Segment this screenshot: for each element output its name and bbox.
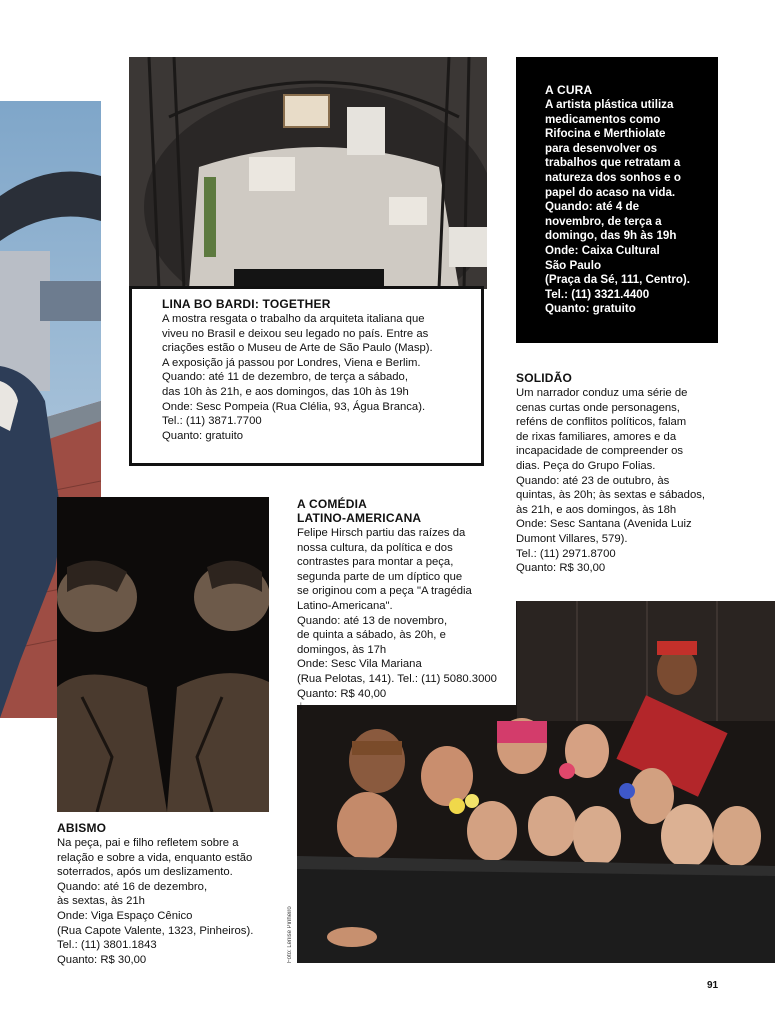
text-line: Um narrador conduz uma série de bbox=[516, 387, 688, 399]
text-line: Tel.: (11) 3321.4400 bbox=[545, 287, 650, 301]
text-line: (Rua Capote Valente, 1323, Pinheiros). bbox=[57, 924, 254, 937]
cura-body bbox=[545, 98, 718, 317]
solidao-title: SOLIDÃO bbox=[516, 371, 573, 385]
text-line: Quando: até 23 de outubro, às bbox=[516, 474, 670, 487]
text-line: Latino-Americana". bbox=[297, 599, 393, 612]
text-line: Rifocina e Merthiolate bbox=[545, 127, 666, 141]
text-line: Onde: Sesc Vila Mariana bbox=[297, 658, 422, 671]
text-line: novembro, de terça a bbox=[545, 214, 662, 228]
text-line: para desenvolver os bbox=[545, 141, 658, 155]
text-line: às 21h, e aos domingos, às 18h bbox=[516, 503, 677, 516]
text-line: às sextas, às 21h bbox=[57, 895, 145, 908]
text-line: se originou com a peça "A tragédia bbox=[297, 585, 472, 598]
comedia-title bbox=[297, 497, 515, 525]
photo-lina-exhibition bbox=[129, 57, 487, 289]
lina-bo-bardi-box bbox=[129, 286, 484, 466]
text-line: soterrados, após um deslizamento. bbox=[57, 866, 233, 879]
text-line: segunda parte de um díptico que bbox=[297, 570, 463, 583]
text-line: Quanto: gratuito bbox=[162, 429, 244, 442]
text-line: A exposição já passou por Londres, Viena e Berlim. bbox=[162, 356, 421, 369]
text-line: Quando: até 11 de dezembro, de terça a sábado, bbox=[162, 371, 408, 384]
text-line: de rixas familiares, amores e da bbox=[516, 430, 677, 443]
lina-title: LINA BO BARDI: TOGETHER bbox=[162, 297, 331, 311]
text-line: A artista plástica utiliza bbox=[545, 98, 674, 111]
abismo-title: ABISMO bbox=[57, 821, 107, 835]
text-line: contrastes para montar a peça, bbox=[297, 556, 454, 569]
lina-body bbox=[162, 312, 481, 443]
text-line: Onde: Viga Espaço Cênico bbox=[57, 909, 193, 922]
photo-credit: Foto: Lenise Pinheiro bbox=[287, 906, 293, 963]
text-line: domingo, das 9h às 19h bbox=[545, 229, 677, 243]
text-line: reféns de conflitos políticos, falam bbox=[516, 416, 687, 429]
text-line: São Paulo bbox=[545, 258, 602, 272]
photo-abismo bbox=[57, 497, 269, 812]
page-number: 91 bbox=[707, 980, 719, 991]
text-line: natureza dos sonhos e o bbox=[545, 170, 681, 184]
comedia-section bbox=[297, 497, 515, 701]
text-line: A mostra resgata o trabalho da arquiteta italiana que bbox=[162, 313, 425, 325]
text-line: Onde: Sesc Pompeia (Rua Clélia, 93, Água Branca). bbox=[162, 400, 426, 413]
text-line: Quando: até 4 de bbox=[545, 200, 640, 214]
text-line: (Rua Pelotas, 141). Tel.: (11) 5080.3000 bbox=[297, 672, 497, 685]
text-line: domingos, às 17h bbox=[297, 643, 387, 656]
title-line: A COMÉDIA bbox=[297, 497, 368, 511]
abismo-section bbox=[57, 821, 297, 967]
text-line: Tel.: (11) 3871.7700 bbox=[162, 415, 262, 428]
text-line: Felipe Hirsch partiu das raízes da bbox=[297, 527, 466, 539]
text-line: Quanto: R$ 40,00 bbox=[297, 687, 387, 700]
text-line: Quando: até 16 de dezembro, bbox=[57, 880, 208, 893]
text-line: viveu no Brasil e deixou seu legado no país. Entre as bbox=[162, 327, 429, 340]
text-line: quintas, às 20h; às sextas e sábados, bbox=[516, 489, 706, 502]
text-line: de quinta a sábado, às 20h, e bbox=[297, 629, 446, 642]
abismo-body bbox=[57, 836, 297, 967]
text-line: Tel.: (11) 2971.8700 bbox=[516, 547, 616, 560]
text-line: trabalhos que retratam a bbox=[545, 156, 681, 170]
text-line: Tel.: (11) 3801.1843 bbox=[57, 939, 157, 952]
text-line: incapacidade de compreender os bbox=[516, 445, 684, 458]
arrow-down-icon: ↓ bbox=[298, 698, 304, 712]
solidao-section bbox=[516, 371, 746, 576]
text-line: criações estão o Museu de Arte de São Paulo (Masp). bbox=[162, 342, 433, 355]
text-line: dias. Peça do Grupo Folias. bbox=[516, 459, 656, 472]
text-line: nossa cultura, da política e dos bbox=[297, 541, 453, 554]
title-line: LATINO-AMERICANA bbox=[297, 511, 422, 525]
comedia-body bbox=[297, 526, 515, 701]
solidao-body bbox=[516, 386, 746, 576]
text-line: Quanto: R$ 30,00 bbox=[57, 953, 147, 966]
text-line: Quanto: R$ 30,00 bbox=[516, 562, 606, 575]
a-cura-box bbox=[516, 57, 718, 343]
text-line: papel do acaso na vida. bbox=[545, 185, 676, 199]
text-line: Onde: Sesc Santana (Avenida Luiz bbox=[516, 518, 692, 531]
text-line: Na peça, pai e filho refletem sobre a bbox=[57, 837, 239, 849]
text-line: Quanto: gratuito bbox=[545, 302, 636, 316]
text-line: (Praça da Sé, 111, Centro). bbox=[545, 273, 690, 287]
text-line: Dumont Villares, 579). bbox=[516, 532, 628, 545]
text-line: medicamentos como bbox=[545, 112, 661, 126]
cura-title: A CURA bbox=[545, 83, 593, 97]
text-line: Onde: Caixa Cultural bbox=[545, 243, 660, 257]
text-line: Quando: até 13 de novembro, bbox=[297, 614, 448, 627]
text-line: cenas curtas onde personagens, bbox=[516, 401, 680, 414]
text-line: relação e sobre a vida, enquanto estão bbox=[57, 851, 253, 864]
text-line: das 10h às 21h, e aos domingos, das 10h às 19h bbox=[162, 385, 409, 398]
